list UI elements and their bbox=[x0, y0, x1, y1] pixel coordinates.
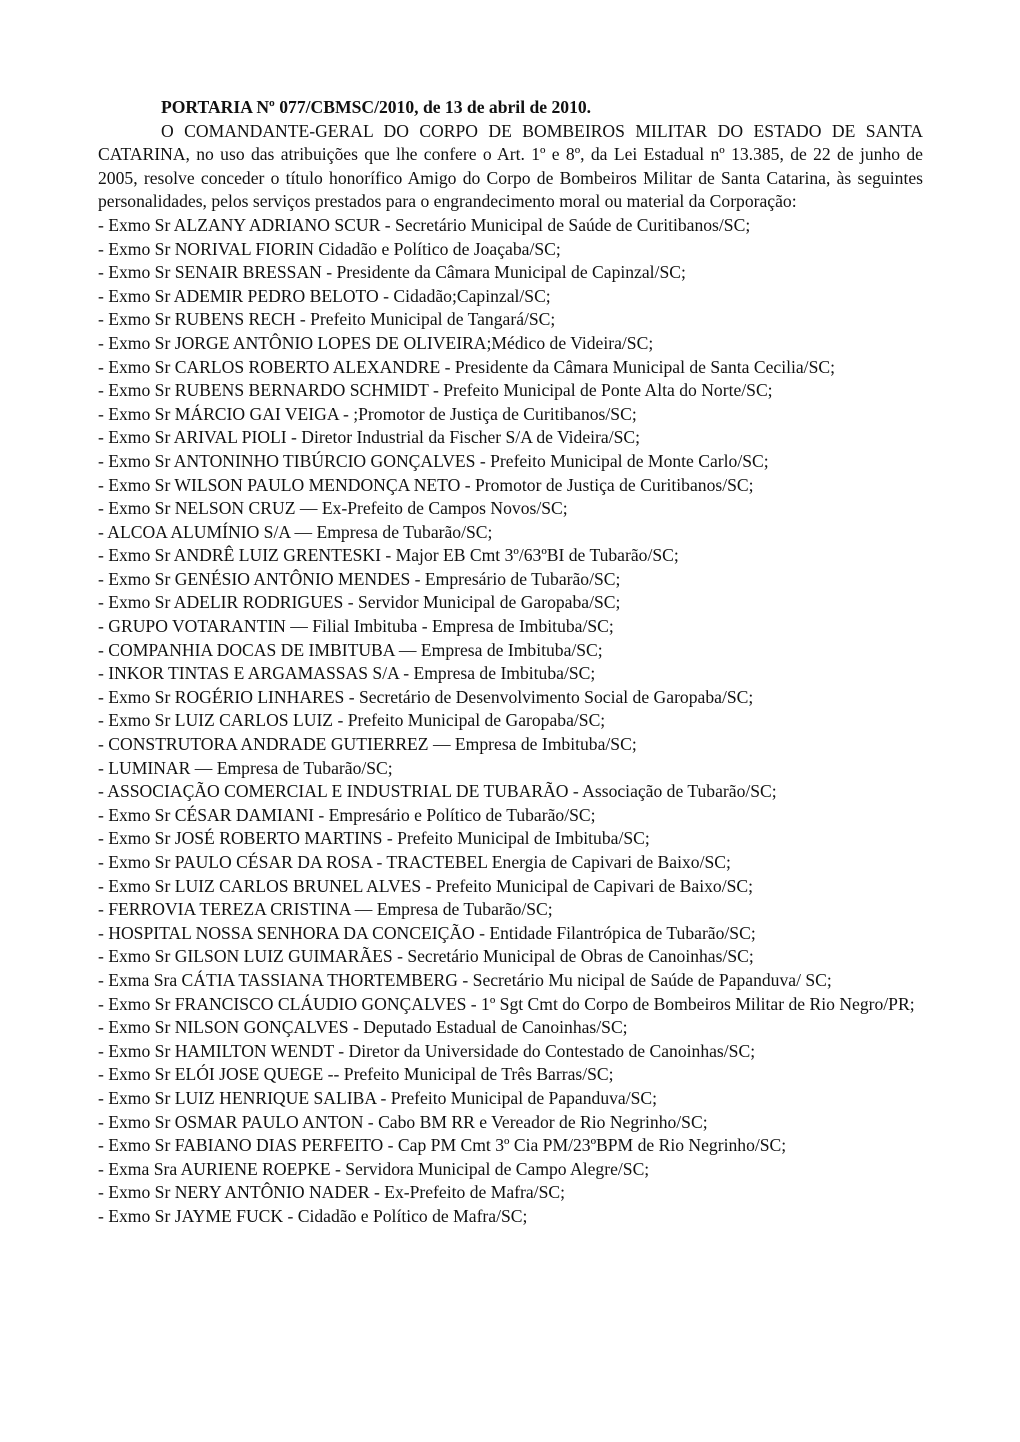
list-item: - Exmo Sr ALZANY ADRIANO SCUR - Secretário Municipal de Saúde de Curitibanos/SC; bbox=[98, 214, 751, 235]
list-item: - Exmo Sr FRANCISCO CLÁUDIO GONÇALVES - 1º Sgt Cmt do Corpo de Bombeiros Militar de Rio Negro/PR; bbox=[98, 993, 915, 1014]
list-item: - ASSOCIAÇÃO COMERCIAL E INDUSTRIAL DE TUBARÃO - Associação de Tubarão/SC; bbox=[98, 781, 777, 802]
list-item: - Exmo Sr GENÉSIO ANTÔNIO MENDES - Empresário de Tubarão/SC; bbox=[98, 568, 621, 589]
list-item: - Exmo Sr ADELIR RODRIGUES - Servidor Municipal de Garopaba/SC; bbox=[98, 592, 621, 613]
list-item: - Exmo Sr LUIZ CARLOS BRUNEL ALVES - Prefeito Municipal de Capivari de Baixo/SC; bbox=[98, 875, 753, 896]
list-item: - Exmo Sr WILSON PAULO MENDONÇA NETO - Promotor de Justiça de Curitibanos/SC; bbox=[98, 474, 754, 495]
list-item: - Exmo Sr JORGE ANTÔNIO LOPES DE OLIVEIRA;Médico de Videira/SC; bbox=[98, 332, 654, 353]
list-item: - Exmo Sr NELSON CRUZ — Ex-Prefeito de Campos Novos/SC; bbox=[98, 498, 568, 519]
list-item: - Exmo Sr MÁRCIO GAI VEIGA - ;Promotor de Justiça de Curitibanos/SC; bbox=[98, 403, 637, 424]
list-item: - Exma Sra CÁTIA TASSIANA THORTEMBERG - Secretário Mu nicipal de Saúde de Papanduva/ SC; bbox=[98, 969, 832, 990]
list-item: - Exmo Sr ANTONINHO TIBÚRCIO GONÇALVES - Prefeito Municipal de Monte Carlo/SC; bbox=[98, 450, 769, 471]
list-item: - Exmo Sr JAYME FUCK - Cidadão e Político de Mafra/SC; bbox=[98, 1205, 528, 1226]
list-item: - Exmo Sr FABIANO DIAS PERFEITO - Cap PM Cmt 3º Cia PM/23ºBPM de Rio Negrinho/SC; bbox=[98, 1135, 787, 1156]
list-item: - Exmo Sr LUIZ CARLOS LUIZ - Prefeito Municipal de Garopaba/SC; bbox=[98, 710, 606, 731]
honoree-list bbox=[98, 214, 923, 1229]
list-item: - Exmo Sr RUBENS RECH - Prefeito Municipal de Tangará/SC; bbox=[98, 309, 556, 330]
list-item: - COMPANHIA DOCAS DE IMBITUBA — Empresa de Imbituba/SC; bbox=[98, 639, 603, 660]
list-item: - ALCOA ALUMÍNIO S/A — Empresa de Tubarão/SC; bbox=[98, 521, 493, 542]
list-item: - Exmo Sr ELÓI JOSE QUEGE -- Prefeito Municipal de Três Barras/SC; bbox=[98, 1064, 614, 1085]
list-item: - Exma Sra AURIENE ROEPKE - Servidora Municipal de Campo Alegre/SC; bbox=[98, 1158, 650, 1179]
list-item: - CONSTRUTORA ANDRADE GUTIERREZ — Empresa de Imbituba/SC; bbox=[98, 734, 637, 755]
list-item: - Exmo Sr ADEMIR PEDRO BELOTO - Cidadão;Capinzal/SC; bbox=[98, 285, 551, 306]
list-item: - Exmo Sr GILSON LUIZ GUIMARÃES - Secretário Municipal de Obras de Canoinhas/SC; bbox=[98, 946, 754, 967]
list-item: - HOSPITAL NOSSA SENHORA DA CONCEIÇÃO - Entidade Filantrópica de Tubarão/SC; bbox=[98, 922, 756, 943]
list-item: - Exmo Sr NERY ANTÔNIO NADER - Ex-Prefeito de Mafra/SC; bbox=[98, 1182, 565, 1203]
list-item: - Exmo Sr RUBENS BERNARDO SCHMIDT - Prefeito Municipal de Ponte Alta do Norte/SC; bbox=[98, 380, 773, 401]
list-item: - LUMINAR — Empresa de Tubarão/SC; bbox=[98, 757, 393, 778]
list-item: - Exmo Sr ANDRÊ LUIZ GRENTESKI - Major EB Cmt 3º/63ºBI de Tubarão/SC; bbox=[98, 545, 679, 566]
list-item: - Exmo Sr CÉSAR DAMIANI - Empresário e Político de Tubarão/SC; bbox=[98, 804, 596, 825]
document-intro: O COMANDANTE-GERAL DO CORPO DE BOMBEIROS MILITAR DO ESTADO DE SANTA CATARINA, no uso das atribuições que lhe confere o Art. 1º e 8º, da Lei Estadual nº 13.385, de 22 de junho de 2005, resolve conceder o título honorífico Amigo do Corpo de Bombeiros Militar de Santa Catarina, às seguintes personalidades, pelos serviços prestados para o engrandecimento moral ou material da Corporação: bbox=[98, 120, 923, 212]
list-item: - Exmo Sr SENAIR BRESSAN - Presidente da Câmara Municipal de Capinzal/SC; bbox=[98, 262, 686, 283]
list-item: - FERROVIA TEREZA CRISTINA — Empresa de Tubarão/SC; bbox=[98, 899, 553, 920]
list-item: - Exmo Sr OSMAR PAULO ANTON - Cabo BM RR e Vereador de Rio Negrinho/SC; bbox=[98, 1111, 708, 1132]
list-item: - Exmo Sr ROGÉRIO LINHARES - Secretário de Desenvolvimento Social de Garopaba/SC; bbox=[98, 686, 754, 707]
list-item: - Exmo Sr LUIZ HENRIQUE SALIBA - Prefeito Municipal de Papanduva/SC; bbox=[98, 1087, 658, 1108]
list-item: - INKOR TINTAS E ARGAMASSAS S/A - Empresa de Imbituba/SC; bbox=[98, 663, 596, 684]
list-item: - Exmo Sr PAULO CÉSAR DA ROSA - TRACTEBEL Energia de Capivari de Baixo/SC; bbox=[98, 852, 731, 872]
document-title: PORTARIA Nº 077/CBMSC/2010, de 13 de abril de 2010. bbox=[161, 97, 592, 117]
list-item: - Exmo Sr NILSON GONÇALVES - Deputado Estadual de Canoinhas/SC; bbox=[98, 1017, 628, 1038]
list-item: - GRUPO VOTARANTIN — Filial Imbituba - Empresa de Imbituba/SC; bbox=[98, 616, 614, 637]
document-page bbox=[98, 96, 923, 1229]
list-item: - Exmo Sr JOSÉ ROBERTO MARTINS - Prefeito Municipal de Imbituba/SC; bbox=[98, 828, 650, 849]
list-item: - Exmo Sr NORIVAL FIORIN Cidadão e Político de Joaçaba/SC; bbox=[98, 238, 561, 259]
list-item: - Exmo Sr CARLOS ROBERTO ALEXANDRE - Presidente da Câmara Municipal de Santa Cecilia/SC; bbox=[98, 356, 835, 377]
list-item: - Exmo Sr ARIVAL PIOLI - Diretor Industrial da Fischer S/A de Videira/SC; bbox=[98, 427, 641, 448]
list-item: - Exmo Sr HAMILTON WENDT - Diretor da Universidade do Contestado de Canoinhas/SC; bbox=[98, 1040, 756, 1061]
